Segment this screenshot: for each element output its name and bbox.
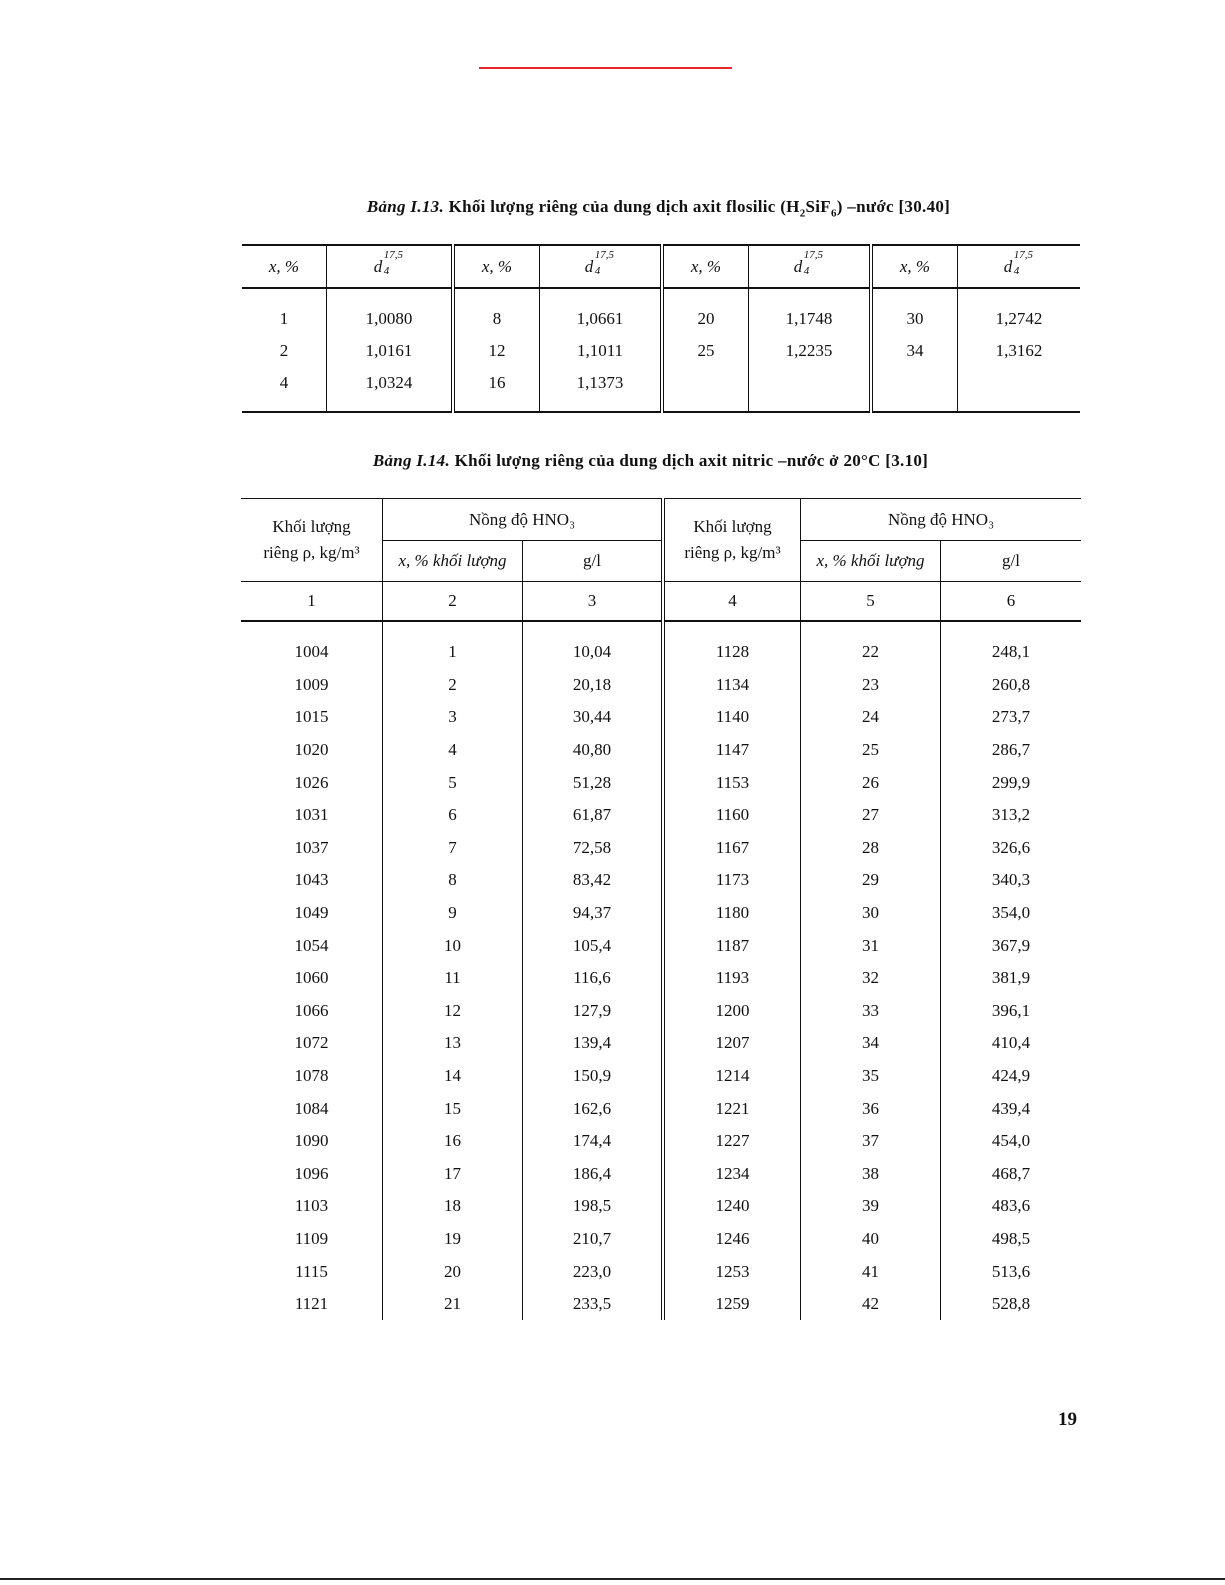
cell: 1,0661	[540, 288, 663, 335]
table-14-label: Bảng I.14.	[372, 451, 451, 470]
cell: 4	[279, 373, 289, 392]
cell: 498,5	[941, 1223, 1082, 1256]
cell: 1103	[294, 1196, 329, 1216]
header-d: d 17,5 4	[958, 245, 1081, 288]
cell: 11	[383, 962, 523, 995]
header-gl: g/l	[941, 541, 1082, 582]
table-row	[241, 621, 1081, 669]
cell: 1200	[663, 995, 801, 1028]
table-14	[241, 498, 1081, 1320]
cell: 1060	[294, 968, 329, 988]
cell: 34	[871, 335, 958, 367]
cell: 326,6	[941, 832, 1082, 865]
cell: 233,5	[523, 1288, 664, 1321]
cell: 39	[801, 1190, 941, 1223]
cell: 19	[383, 1223, 523, 1256]
cell: 1	[279, 309, 289, 328]
cell: 1134	[663, 669, 801, 702]
cell: 21	[383, 1288, 523, 1321]
cell: 127,9	[523, 995, 664, 1028]
table-row	[241, 1223, 1081, 1256]
cell: 273,7	[941, 701, 1082, 734]
cell: 1,1011	[540, 335, 663, 367]
cell: 10	[383, 929, 523, 962]
cell: 30	[871, 288, 958, 335]
cell: 513,6	[941, 1255, 1082, 1288]
cell: 410,4	[941, 1027, 1082, 1060]
header-x: x, %	[242, 245, 327, 288]
cell: 223,0	[523, 1255, 664, 1288]
cell: 33	[801, 995, 941, 1028]
cell	[871, 367, 958, 412]
table-row	[241, 897, 1081, 930]
cell: 1,0161	[327, 335, 454, 367]
table-row	[241, 1092, 1081, 1125]
header-x: x, %	[453, 245, 540, 288]
cell: 22	[801, 621, 941, 669]
cell: 1,2742	[958, 288, 1081, 335]
cell: 367,9	[941, 929, 1082, 962]
cell: 61,87	[523, 799, 664, 832]
cell: 1193	[663, 962, 801, 995]
cell: 25	[801, 734, 941, 767]
page-number: 19	[1058, 1409, 1077, 1430]
cell: 381,9	[941, 962, 1082, 995]
cell: 26	[801, 766, 941, 799]
cell: 1140	[663, 701, 801, 734]
cell: 37	[801, 1125, 941, 1158]
cell: 1259	[663, 1288, 801, 1321]
cell: 7	[383, 832, 523, 865]
table-13-caption	[0, 197, 1225, 219]
cell: 162,6	[523, 1092, 664, 1125]
cell: 340,3	[941, 864, 1082, 897]
header-gl: g/l	[523, 541, 664, 582]
table-row	[241, 701, 1081, 734]
column-number: 2	[383, 582, 523, 622]
cell: 1,2235	[749, 335, 872, 367]
column-number: 6	[941, 582, 1082, 622]
cell	[749, 367, 872, 412]
cell: 1026	[294, 772, 329, 792]
table-14-caption	[0, 451, 1225, 471]
table-13-label: Bảng I.13.	[366, 197, 445, 216]
cell: 51,28	[523, 766, 664, 799]
cell: 83,42	[523, 864, 664, 897]
cell: 313,2	[941, 799, 1082, 832]
cell: 139,4	[523, 1027, 664, 1060]
cell: 1128	[663, 621, 801, 669]
cell: 42	[801, 1288, 941, 1321]
cell: 1,1748	[749, 288, 872, 335]
table-row	[241, 832, 1081, 865]
cell: 28	[801, 832, 941, 865]
cell: 248,1	[941, 621, 1082, 669]
table-14-body	[241, 621, 1081, 1320]
cell: 468,7	[941, 1158, 1082, 1191]
cell: 1031	[294, 805, 329, 825]
cell: 1015	[294, 707, 329, 727]
cell: 424,9	[941, 1060, 1082, 1093]
header-x: x, %	[662, 245, 749, 288]
cell: 3	[383, 701, 523, 734]
cell: 40	[801, 1223, 941, 1256]
cell: 20	[662, 288, 749, 335]
table-row	[241, 1190, 1081, 1223]
cell: 1043	[294, 870, 329, 890]
cell: 41	[801, 1255, 941, 1288]
cell: 1009	[294, 674, 329, 694]
cell: 1084	[294, 1098, 329, 1118]
table-row	[241, 929, 1081, 962]
table-row	[242, 288, 1080, 335]
cell: 1240	[663, 1190, 801, 1223]
table-row	[241, 1027, 1081, 1060]
cell: 14	[383, 1060, 523, 1093]
column-number: 5	[801, 582, 941, 622]
table-row	[241, 1158, 1081, 1191]
cell: 12	[453, 335, 540, 367]
header-percent: x, % khối lượng	[383, 541, 523, 582]
cell: 38	[801, 1158, 941, 1191]
table-row	[241, 864, 1081, 897]
table-14-title: Khối lượng riêng của dung dịch axit nitric –nước ở 20°C [3.10]	[454, 451, 929, 470]
header-d: d 17,5 4	[540, 245, 663, 288]
cell: 2	[383, 669, 523, 702]
cell: 210,7	[523, 1223, 664, 1256]
cell	[662, 367, 749, 412]
cell: 25	[662, 335, 749, 367]
cell: 439,4	[941, 1092, 1082, 1125]
table-row	[241, 1255, 1081, 1288]
table-row	[241, 1288, 1081, 1321]
table-13	[242, 244, 1080, 413]
cell: 1173	[663, 864, 801, 897]
cell: 31	[801, 929, 941, 962]
cell: 454,0	[941, 1125, 1082, 1158]
table-row	[241, 1060, 1081, 1093]
cell: 1,1373	[540, 367, 663, 412]
cell: 528,8	[941, 1288, 1082, 1321]
cell: 32	[801, 962, 941, 995]
cell: 17	[383, 1158, 523, 1191]
cell: 9	[383, 897, 523, 930]
cell: 1	[383, 621, 523, 669]
cell: 10,04	[523, 621, 664, 669]
cell: 396,1	[941, 995, 1082, 1028]
cell: 8	[453, 288, 540, 335]
table-13-header	[242, 245, 1080, 288]
cell: 1004	[294, 642, 329, 662]
cell: 20	[383, 1255, 523, 1288]
cell: 1,0324	[327, 367, 454, 412]
cell: 260,8	[941, 669, 1082, 702]
cell: 1,3162	[958, 335, 1081, 367]
header-concentration: Nồng độ HNO₃	[383, 499, 664, 541]
cell: 1167	[663, 832, 801, 865]
cell: 1037	[294, 837, 329, 857]
cell: 29	[801, 864, 941, 897]
column-number: 1	[241, 582, 383, 622]
header-d: d 17,5 4	[327, 245, 454, 288]
cell: 27	[801, 799, 941, 832]
cell: 1227	[663, 1125, 801, 1158]
cell: 1,0080	[327, 288, 454, 335]
table-row	[242, 335, 1080, 367]
table-row	[241, 995, 1081, 1028]
cell: 40,80	[523, 734, 664, 767]
header-d: d 17,5 4	[749, 245, 872, 288]
cell: 15	[383, 1092, 523, 1125]
cell: 6	[383, 799, 523, 832]
cell: 18	[383, 1190, 523, 1223]
cell: 174,4	[523, 1125, 664, 1158]
cell: 8	[383, 864, 523, 897]
cell: 1207	[663, 1027, 801, 1060]
cell: 23	[801, 669, 941, 702]
table-row	[241, 734, 1081, 767]
column-number: 3	[523, 582, 664, 622]
table-row	[241, 799, 1081, 832]
cell: 1221	[663, 1092, 801, 1125]
header-concentration: Nồng độ HNO₃	[801, 499, 1082, 541]
cell: 150,9	[523, 1060, 664, 1093]
table-row	[241, 1125, 1081, 1158]
cell: 16	[453, 367, 540, 412]
bottom-rule	[0, 1578, 1225, 1580]
column-number-row	[241, 582, 1081, 622]
cell: 4	[383, 734, 523, 767]
table-row	[241, 962, 1081, 995]
cell: 1090	[294, 1131, 329, 1151]
header-density: Khối lượng riêng ρ, kg/m³	[263, 517, 360, 562]
cell: 116,6	[523, 962, 664, 995]
cell: 1234	[663, 1158, 801, 1191]
cell: 13	[383, 1027, 523, 1060]
cell: 36	[801, 1092, 941, 1125]
red-rule	[479, 67, 732, 69]
table-row	[241, 669, 1081, 702]
cell: 2	[279, 341, 289, 360]
cell: 1187	[663, 929, 801, 962]
cell: 12	[383, 995, 523, 1028]
cell: 1160	[663, 799, 801, 832]
cell: 35	[801, 1060, 941, 1093]
cell: 105,4	[523, 929, 664, 962]
cell: 1180	[663, 897, 801, 930]
cell: 1072	[294, 1033, 329, 1053]
cell: 1115	[295, 1261, 328, 1281]
cell: 20,18	[523, 669, 664, 702]
cell: 34	[801, 1027, 941, 1060]
column-number: 4	[663, 582, 801, 622]
cell: 16	[383, 1125, 523, 1158]
cell: 72,58	[523, 832, 664, 865]
table-row	[241, 766, 1081, 799]
cell: 1153	[663, 766, 801, 799]
header-percent: x, % khối lượng	[801, 541, 941, 582]
cell: 1246	[663, 1223, 801, 1256]
cell: 1020	[294, 740, 329, 760]
cell: 5	[383, 766, 523, 799]
cell: 483,6	[941, 1190, 1082, 1223]
cell: 1214	[663, 1060, 801, 1093]
cell: 1147	[663, 734, 801, 767]
table-row	[242, 367, 1080, 412]
cell	[958, 367, 1081, 412]
cell: 299,9	[941, 766, 1082, 799]
cell: 1049	[294, 903, 329, 923]
table-13-title: Khối lượng riêng của dung dịch axit flosilic $(H_2SiF_6)$ –nước [30.40]	[448, 197, 951, 220]
header-density: Khối lượng riêng ρ, kg/m³	[663, 499, 801, 582]
cell: 1096	[294, 1163, 329, 1183]
cell: 30	[801, 897, 941, 930]
table-14-header	[241, 499, 1081, 541]
cell: 94,37	[523, 897, 664, 930]
cell: 1109	[294, 1228, 329, 1248]
cell: 1121	[294, 1294, 329, 1314]
cell: 186,4	[523, 1158, 664, 1191]
header-x: x, %	[871, 245, 958, 288]
cell: 1066	[294, 1000, 329, 1020]
cell: 198,5	[523, 1190, 664, 1223]
cell: 286,7	[941, 734, 1082, 767]
cell: 1054	[294, 935, 329, 955]
cell: 1253	[663, 1255, 801, 1288]
cell: 30,44	[523, 701, 664, 734]
cell: 1078	[294, 1066, 329, 1086]
cell: 24	[801, 701, 941, 734]
cell: 354,0	[941, 897, 1082, 930]
